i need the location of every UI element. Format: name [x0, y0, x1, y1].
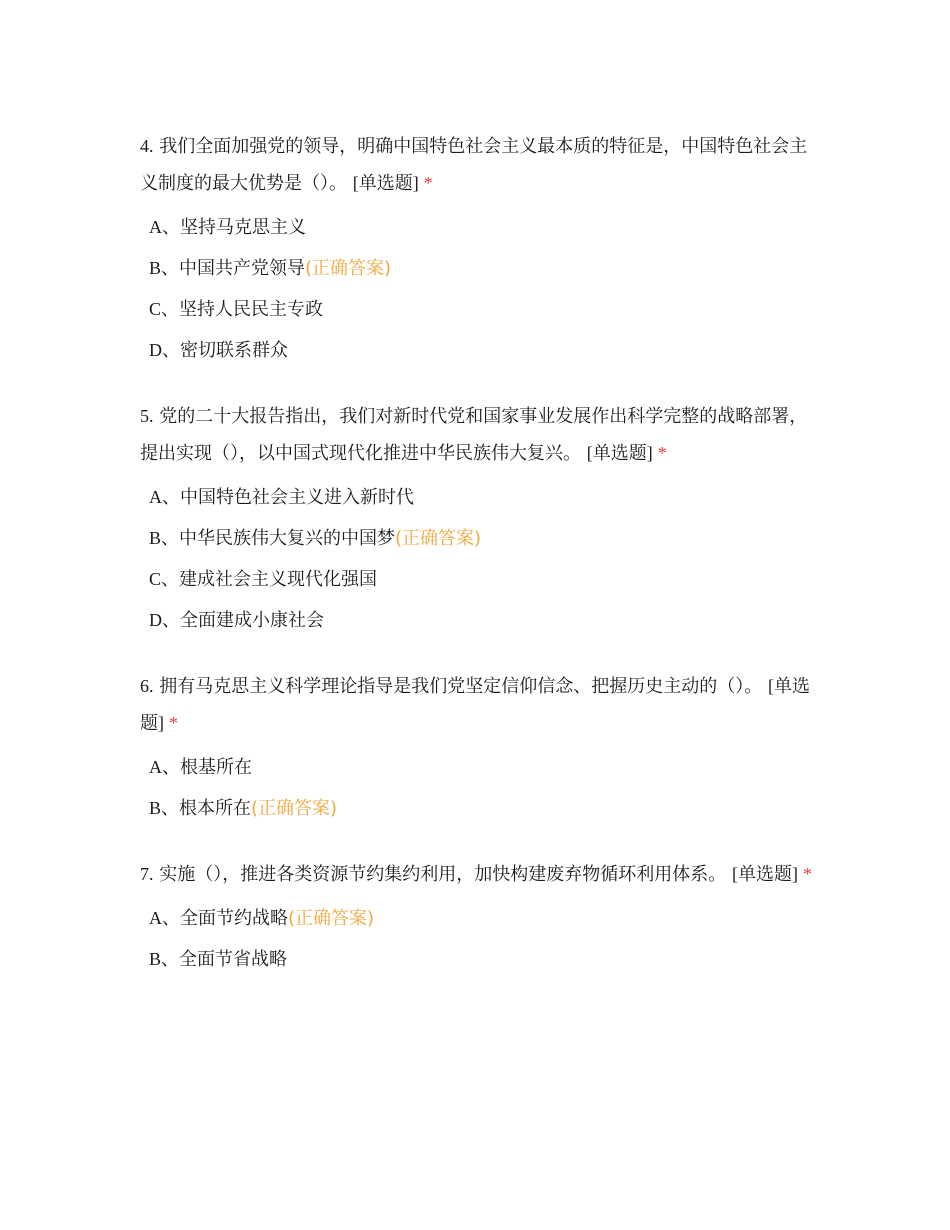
- option-a: [140, 898, 820, 939]
- option-letter: D: [149, 610, 162, 630]
- quiz-document: [140, 128, 820, 1007]
- option-c: [140, 559, 820, 600]
- question-6: [140, 668, 820, 829]
- option-text: 密切联系群众: [180, 340, 288, 361]
- option-letter: A: [149, 757, 162, 777]
- question-7: [140, 856, 820, 980]
- option-text: 全面建成小康社会: [180, 610, 324, 631]
- option-b: [140, 518, 820, 559]
- question-number: 6.: [140, 676, 154, 696]
- question-title: [140, 856, 820, 893]
- option-text: 中华民族伟大复兴的中国梦: [179, 528, 396, 549]
- option-b: [140, 939, 820, 980]
- option-separator: 、: [161, 258, 180, 279]
- option-separator: 、: [161, 949, 180, 970]
- option-separator: 、: [162, 217, 180, 238]
- option-b: [140, 248, 820, 289]
- option-b: [140, 788, 820, 829]
- required-marker: *: [169, 713, 178, 733]
- question-5: [140, 398, 820, 641]
- question-title: [140, 668, 820, 742]
- option-separator: 、: [161, 528, 180, 549]
- option-letter: A: [149, 217, 162, 237]
- option-d: [140, 330, 820, 371]
- option-separator: 、: [161, 569, 180, 590]
- option-separator: 、: [162, 340, 180, 361]
- option-letter: C: [149, 569, 162, 589]
- correct-answer-marker: (正确答案): [395, 528, 482, 549]
- question-text: 拥有马克思主义科学理论指导是我们党坚定信仰信念、把握历史主动的（）。: [159, 676, 763, 697]
- correct-answer-marker: (正确答案): [305, 258, 392, 279]
- question-type: [单选题]: [140, 676, 810, 733]
- correct-answer-marker: (正确答案): [251, 798, 338, 819]
- option-separator: 、: [162, 908, 180, 929]
- option-text: 坚持人民民主专政: [179, 299, 324, 320]
- option-text: 中国共产党领导: [179, 258, 306, 279]
- option-text: 坚持马克思主义: [180, 217, 306, 238]
- option-text: 全面节约战略: [180, 908, 288, 929]
- option-letter: C: [149, 299, 162, 319]
- question-type: [单选题]: [352, 173, 419, 193]
- option-separator: 、: [162, 487, 180, 508]
- question-type: [单选题]: [731, 864, 798, 884]
- option-separator: 、: [161, 299, 180, 320]
- question-text: 党的二十大报告指出，我们对新时代党和国家事业发展作出科学完整的战略部署，提出实现（），以中国式现代化推进中华民族伟大复兴。: [140, 406, 808, 464]
- option-a: [140, 207, 820, 248]
- option-text: 根本所在: [179, 798, 252, 819]
- correct-answer-marker: (正确答案): [288, 908, 375, 929]
- question-text: 我们全面加强党的领导，明确中国特色社会主义最本质的特征是，中国特色社会主义制度的最大优势是（）。: [140, 136, 808, 194]
- option-d: [140, 600, 820, 641]
- question-title: [140, 128, 820, 202]
- option-separator: 、: [162, 610, 180, 631]
- option-a: [140, 747, 820, 788]
- option-c: [140, 289, 820, 330]
- option-letter: B: [149, 528, 162, 548]
- option-letter: D: [149, 340, 162, 360]
- option-letter: A: [149, 908, 162, 928]
- question-4: [140, 128, 820, 371]
- option-letter: B: [149, 949, 162, 969]
- option-a: [140, 477, 820, 518]
- option-letter: B: [149, 798, 162, 818]
- required-marker: *: [802, 864, 812, 884]
- question-type: [单选题]: [586, 443, 653, 463]
- option-text: 全面节省战略: [179, 949, 288, 970]
- option-text: 根基所在: [180, 757, 252, 778]
- required-marker: *: [423, 173, 433, 193]
- option-letter: A: [149, 487, 162, 507]
- option-separator: 、: [161, 798, 180, 819]
- question-title: [140, 398, 820, 472]
- question-number: 5.: [140, 406, 154, 426]
- required-marker: *: [657, 443, 667, 463]
- question-number: 4.: [140, 136, 154, 156]
- option-text: 中国特色社会主义进入新时代: [180, 487, 414, 508]
- option-text: 建成社会主义现代化强国: [179, 569, 378, 590]
- option-separator: 、: [162, 757, 180, 778]
- option-letter: B: [149, 258, 162, 278]
- question-text: 实施（），推进各类资源节约集约利用，加快构建废弃物循环利用体系。: [159, 864, 727, 885]
- question-number: 7.: [140, 864, 154, 884]
